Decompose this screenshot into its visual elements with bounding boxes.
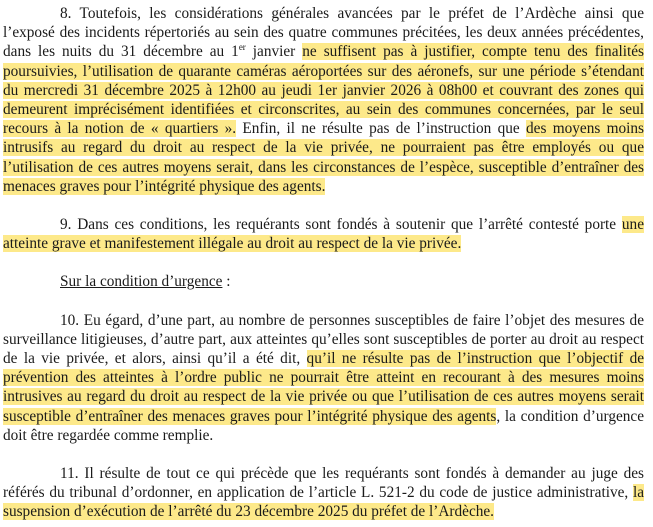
paragraph-9	[3, 215, 644, 253]
paragraph-gap	[3, 445, 644, 464]
highlight-11: la suspension d’exécution de l’arrêté du 23 décembre 2025 du préfet de l’Ardèche.	[3, 484, 644, 521]
paragraph-8	[3, 4, 644, 196]
paragraph-8-text-c: Enfin, il ne résulte pas de l’instruction que	[236, 120, 527, 138]
paragraph-10-text-a: 10. Eu égard, d’une part, au nombre de personnes susceptibles de faire l’objet des mesures de surveillance litigieuses, d’autre part, aux atteintes qu’elles sont susceptibles de porter au droit au respect de la vie privée, et alors, ainsi qu’il a été dit,	[3, 311, 644, 368]
section-heading-colon: :	[222, 273, 231, 291]
paragraph-gap	[3, 253, 644, 272]
paragraph-8-text-b: janvier	[245, 43, 303, 61]
highlight-8-2: des moyens moins intrusifs au regard du droit au respect de la vie privée, ne pourraient pas être employés ou que l’utilisation de ces autres moyens serait, dans les circonstances de l’espèce, susceptible d’entraîner des menaces graves pour l’intégrité physique des agents.	[3, 120, 644, 195]
highlight-8-1: ne suffisent pas à justifier, compte tenu des finalités poursuivies, l’utilisation de quarante caméras aéroportées sur des aéronefs, sur une période s’étendant du mercredi 31 décembre 2025 à 12h00 au jeudi 1er janvier 2026 à 08h00 et couvrant des zones qui demeurent imprécisément identifiées et circonscrites, au sein des communes concernées, par le seul recours à la notion de « quartiers ».	[3, 43, 644, 138]
highlight-9: une atteinte grave et manifestement illégale au droit au respect de la vie privée.	[3, 216, 644, 253]
highlight-10: qu’il ne résulte pas de l’instruction que l’objectif de prévention des atteintes à l’ordre public ne pourrait être atteint en recourant à des mesures moins intrusives au regard du droit au respect de la vie privée ou que l’utilisation de ces autres moyens serait susceptible d’entraîner des menaces graves pour l’intégrité physique des agents	[3, 350, 645, 425]
section-heading	[3, 272, 644, 291]
paragraph-8-text-a: 8. Toutefois, les considérations générales avancées par le préfet de l’Ardèche ainsi que l’exposé des incidents répertoriés au sein des quatre communes précitées, les deux années précédentes, dans les nuits du 31 décembre au 1	[3, 5, 644, 61]
paragraph-gap	[3, 196, 644, 215]
paragraph-11-text: 11. Il résulte de tout ce qui précède que les requérants sont fondés à demander au juge des référés du tribunal d’ordonner, en application de l’article L. 521-2 du code de justice administrative,	[3, 465, 644, 502]
paragraph-gap	[3, 292, 644, 311]
paragraph-10-text-b: , la condition d’urgence doit être regardée comme remplie.	[3, 407, 644, 444]
superscript-er: er	[238, 42, 246, 53]
section-heading-text: Sur la condition d’urgence	[60, 273, 223, 291]
paragraph-11	[3, 464, 644, 522]
paragraph-9-text: 9. Dans ces conditions, les requérants sont fondés à soutenir que l’arrêté contesté porte	[60, 216, 622, 234]
paragraph-10	[3, 311, 644, 445]
